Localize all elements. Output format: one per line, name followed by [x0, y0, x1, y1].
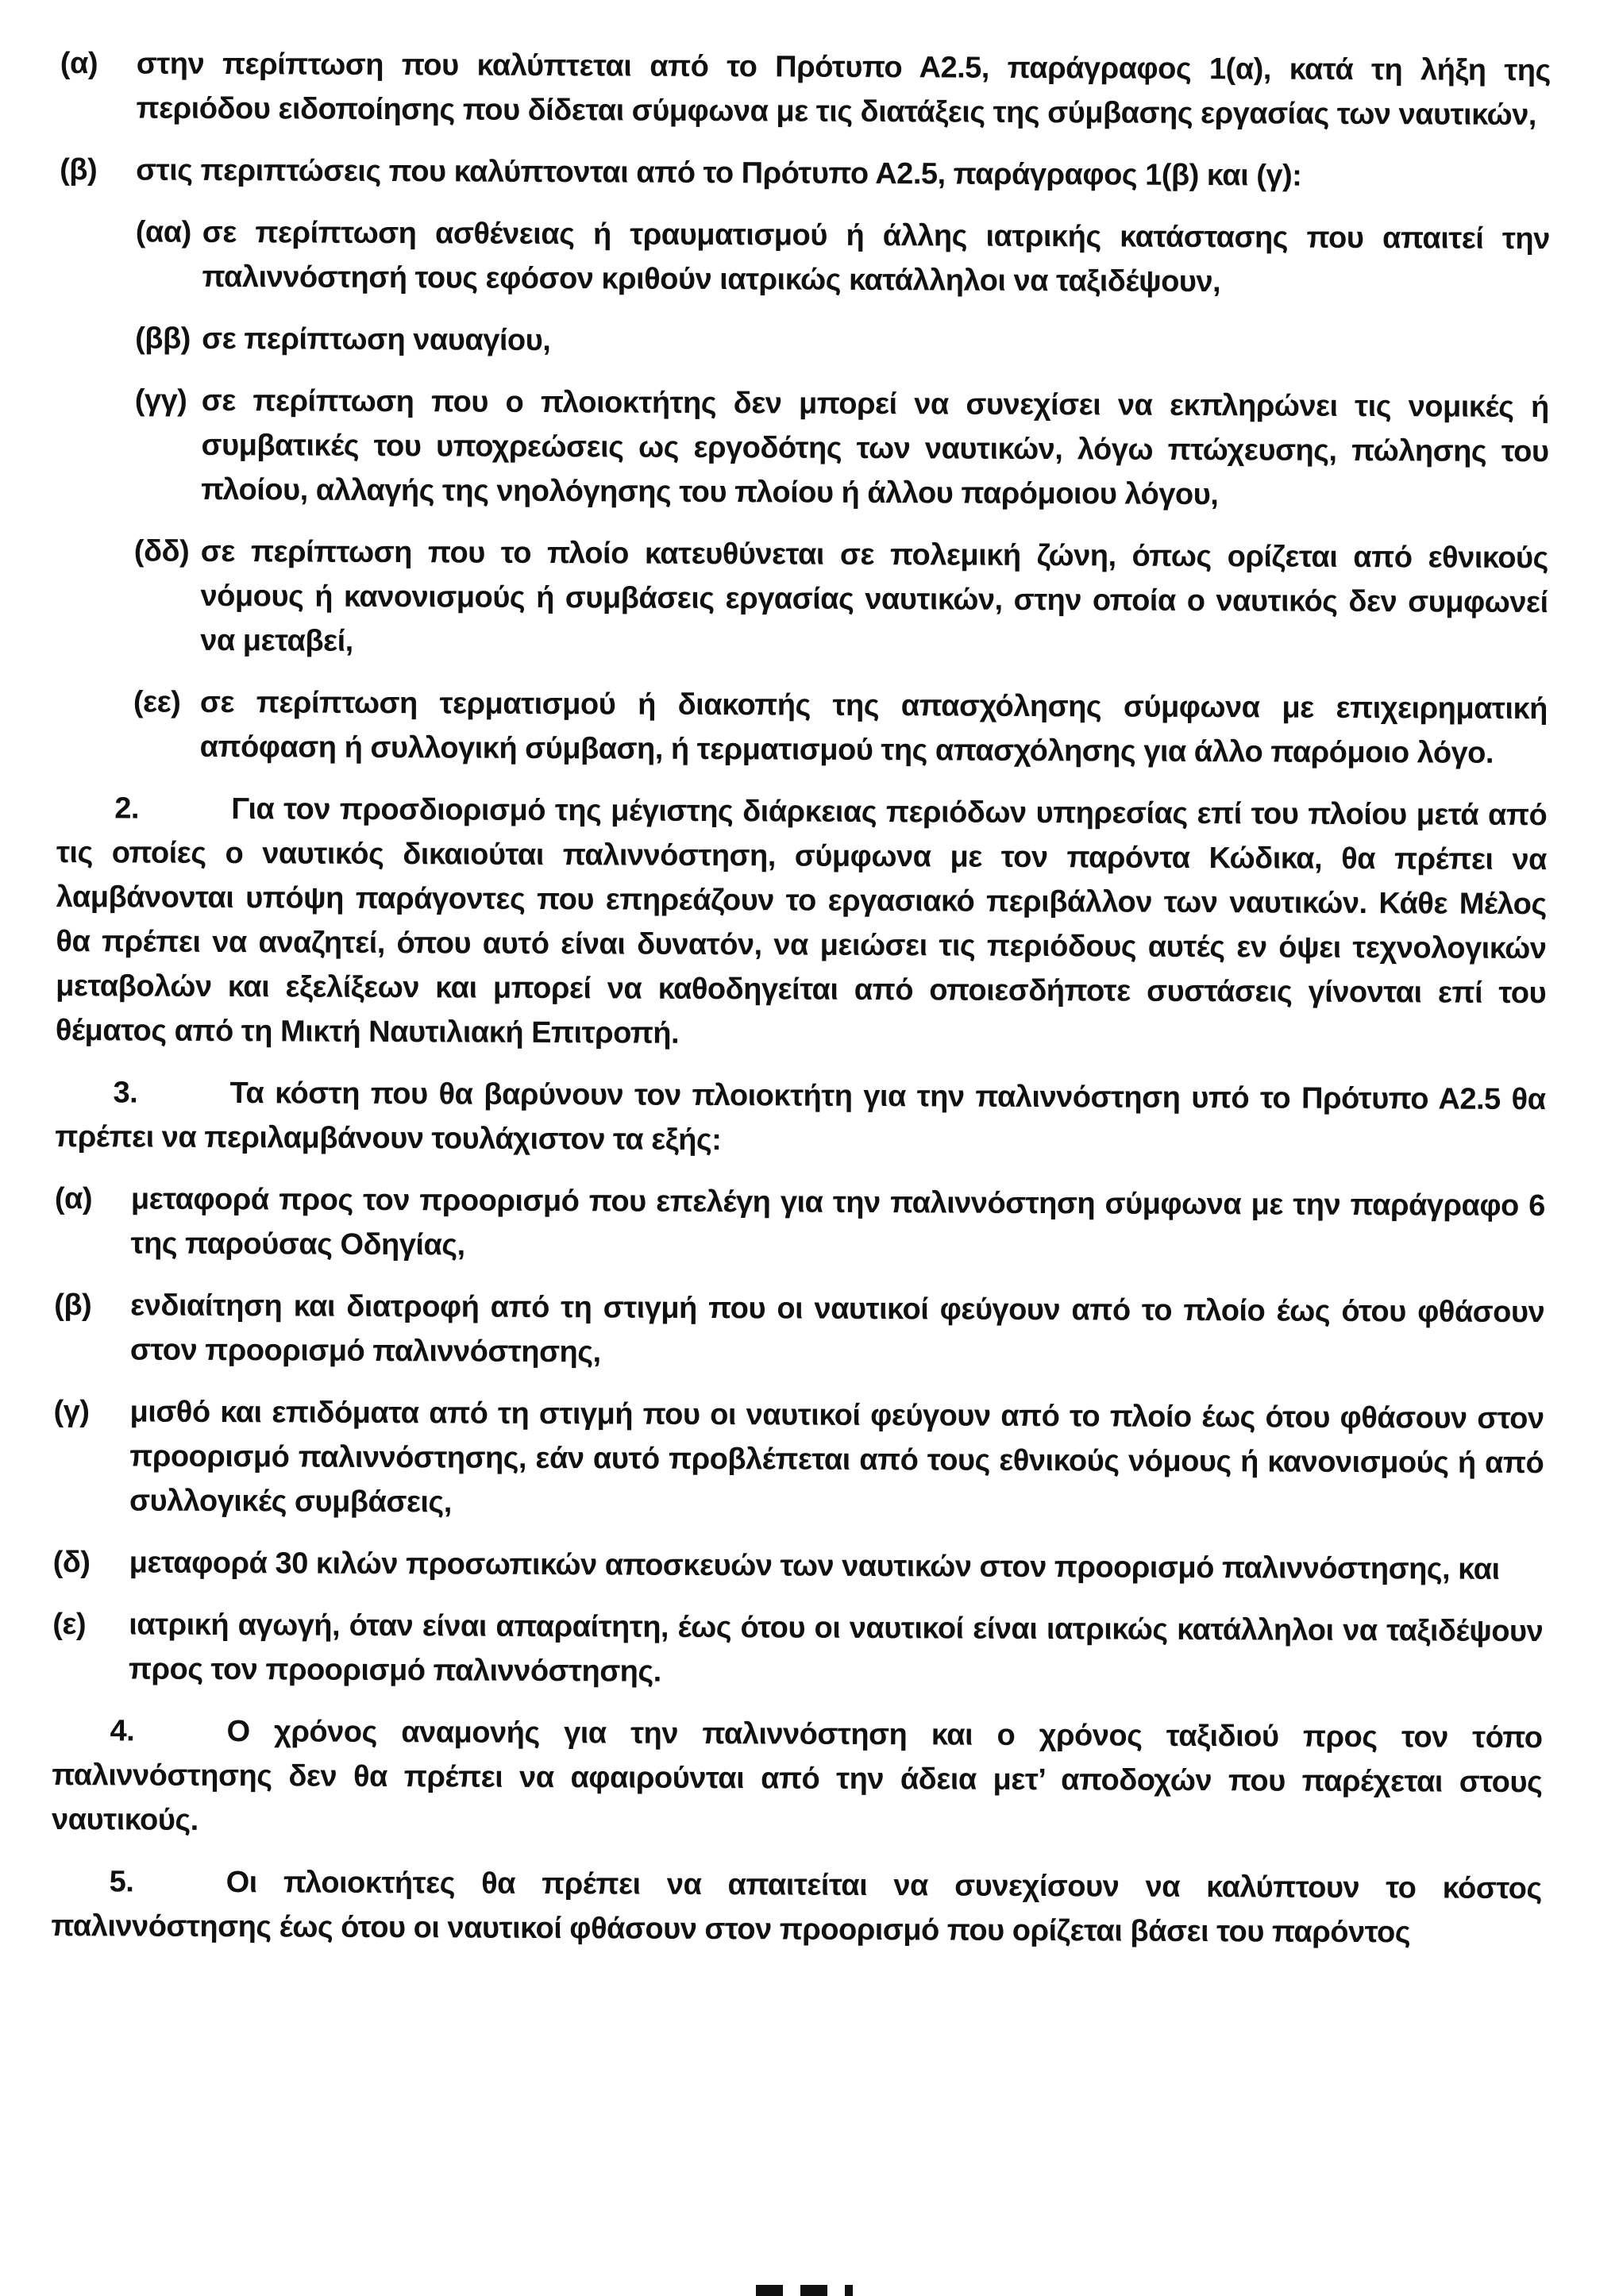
item-marker: (β) [54, 1288, 92, 1323]
item-text: σε περίπτωση τερματισμού ή διακοπής της απασχόλησης σύμφωνα με επιχειρηματική απόφαση ή συλλογική σύμβαση, ή τερματισμού της απασχόλησης για άλλο παρόμοιο λόγο. [199, 685, 1548, 770]
list-item-alpha-2 [54, 1177, 1545, 1273]
numbered-paragraph-5 [51, 1859, 1542, 1955]
sub-item-gamma-gamma [134, 378, 1549, 518]
numbered-paragraph-3 [55, 1070, 1546, 1166]
paragraph-number: 5. [109, 1865, 134, 1899]
paragraph-number: 2. [114, 792, 140, 826]
list-item-alpha-1 [60, 41, 1551, 137]
item-text: σε περίπτωση που ο πλοιοκτήτης δεν μπορεί να συνεχίσει να εκπληρώνει τις νομικές ή συμβατικές του υποχρεώσεις ως εργοδότης των ναυτικών, λόγω πτώχευσης, πώλησης του πλοίου, αλλαγής της νηολόγησης του πλοίου ή άλλου παρόμοιου λόγου, [201, 383, 1549, 512]
item-text: σε περίπτωση ασθένειας ή τραυματισμού ή άλλης ιατρικής κατάστασης που απαιτεί την παλιννόστησή τους εφόσον κριθούν ιατρικώς κατάλληλοι να ταξιδέψουν, [202, 215, 1550, 299]
item-marker: (ε) [52, 1607, 87, 1642]
item-marker: (αα) [135, 215, 191, 249]
item-text: σε περίπτωση ναυαγίου, [202, 322, 551, 358]
item-text: μεταφορά προς τον προορισμό που επελέγη για την παλιννόστηση σύμφωνα με την παράγραφο 6 της παρούσας Οδηγίας, [130, 1182, 1545, 1262]
clipped-digit-top [800, 2285, 827, 2296]
sub-item-epsilon-epsilon [133, 680, 1548, 776]
clipped-digit-top [845, 2285, 853, 2296]
clipped-digit-top [756, 2285, 783, 2296]
sub-item-alpha-alpha [135, 210, 1550, 306]
paragraph-number: 4. [110, 1714, 135, 1748]
item-marker: (δδ) [133, 534, 190, 568]
list-item-epsilon-2 [52, 1602, 1544, 1698]
list-item-delta-2 [52, 1540, 1543, 1592]
item-marker: (δ) [52, 1545, 91, 1580]
item-marker: (ββ) [135, 322, 191, 356]
item-text: στην περίπτωση που καλύπτεται από το Πρότυπο Α2.5, παράγραφος 1(α), κατά τη λήξη της περιόδου ειδοποίησης που δίδεται σύμφωνα με τις διατάξεις της σύμβασης εργασίας των ναυτικών, [136, 47, 1551, 133]
paragraph-text: Οι πλοιοκτήτες θα πρέπει να απαιτείται να συνεχίσουν να καλύπτουν το κόστος παλιννόστησης έως ότου οι ναυτικοί φθάσουν στον προορισμό που ορίζεται βάσει του παρόντος [51, 1866, 1542, 1950]
item-marker: (α) [54, 1181, 93, 1216]
sub-item-beta-beta [135, 316, 1549, 368]
document-body [51, 41, 1551, 1973]
item-text: ιατρική αγωγή, όταν είναι απαραίτητη, έως ότου οι ναυτικοί είναι ιατρικώς κατάλληλοι να ταξιδέψουν προς τον προορισμό παλιννόστησης. [128, 1608, 1544, 1689]
list-item-gamma-2 [53, 1389, 1544, 1530]
item-marker: (β) [60, 152, 98, 187]
item-marker: (γγ) [134, 383, 187, 418]
item-marker: (εε) [133, 685, 181, 719]
numbered-paragraph-2 [56, 786, 1548, 1060]
item-text: μεταφορά 30 κιλών προσωπικών αποσκευών των ναυτικών στον προορισμό παλιννόστησης, και [129, 1546, 1500, 1586]
paragraph-text: Τα κόστη που θα βαρύνουν τον πλοιοκτήτη για την παλιννόστηση υπό το Πρότυπο Α2.5 θα πρέπει να περιλαμβάνουν τουλάχιστον τα εξής: [55, 1077, 1546, 1158]
list-item-beta-1 [60, 148, 1550, 199]
item-text: στις περιπτώσεις που καλύπτονται από το Πρότυπο Α2.5, παράγραφος 1(β) και (γ): [136, 153, 1302, 193]
item-text: σε περίπτωση που το πλοίο κατευθύνεται σε πολεμική ζώνη, όπως ορίζεται από εθνικούς νόμους ή κανονισμούς ή συμβάσεις εργασίας ναυτικών, στην οποία ο ναυτικός δεν συμφωνεί να μεταβεί, [200, 534, 1548, 658]
item-text: μισθό και επιδόματα από τη στιγμή που οι ναυτικοί φεύγουν από το πλοίο έως ότου φθάσουν στον προορισμό παλιννόστησης, εάν αυτό προβλέπεται από τους εθνικούς νόμους ή κανονισμούς ή από συλλογικές συμβάσεις, [129, 1395, 1544, 1520]
numbered-paragraph-4 [52, 1709, 1543, 1849]
paragraph-text: Για τον προσδιορισμό της μέγιστης διάρκειας περιόδων υπηρεσίας επί του πλοίου μετά από τις οποίες ο ναυτικός δικαιούται παλιννόστηση, σύμφωνα με τον παρόντα Κώδικα, θα πρέπει να λαμβάνονται υπόψη παράγοντες που επηρεάζουν το εργασιακό περιβάλλον των ναυτικών. Κάθε Μέλος θα πρέπει να αναζητεί, όπου αυτό είναι δυνατόν, να μειώσει τις περιόδους αυτές εν όψει τεχνολογικών μεταβολών και εξελίξεων και μπορεί να καθοδηγείται από οποιεσδήποτε συστάσεις γίνονται επί του θέματος από τη Μικτή Ναυτιλιακή Επιτροπή. [55, 792, 1548, 1050]
item-marker: (α) [60, 46, 98, 81]
paragraph-number: 3. [113, 1076, 138, 1110]
paragraph-text: Ο χρόνος αναμονής για την παλιννόστηση και ο χρόνος ταξιδιού προς τον τόπο παλιννόστησης δεν θα πρέπει να αφαιρούνται από την άδεια μετ’ αποδοχών που παρέχεται στους ναυτικούς. [51, 1715, 1543, 1837]
item-marker: (γ) [53, 1394, 90, 1429]
sub-item-delta-delta [133, 529, 1548, 669]
item-text: ενδιαίτηση και διατροφή από τη στιγμή που οι ναυτικοί φεύγουν από το πλοίο έως ότου φθάσουν στον προορισμό παλιννόστησης, [129, 1289, 1545, 1370]
list-item-beta-2 [54, 1283, 1545, 1379]
clipped-page-number [756, 2285, 853, 2296]
